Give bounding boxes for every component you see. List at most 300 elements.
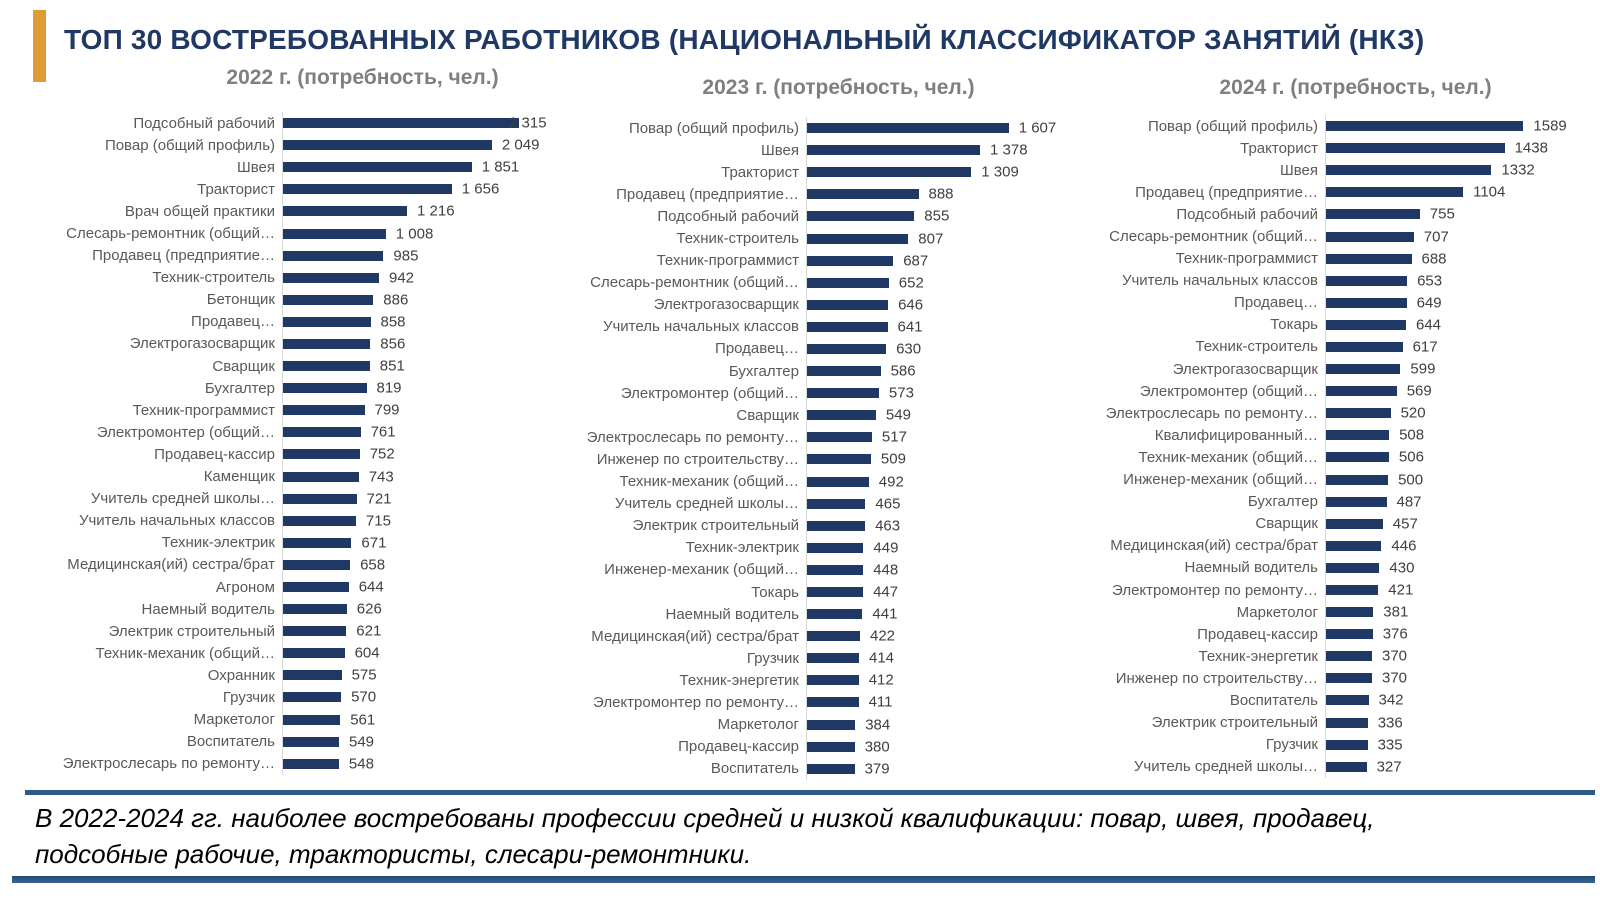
bar (283, 692, 341, 702)
bar-row (1078, 535, 1595, 557)
category-label: Электромонтер по ремонту… (593, 693, 799, 711)
bar-track (1325, 203, 1595, 225)
value-label: 1 309 (981, 163, 1019, 181)
bar-track (282, 709, 545, 731)
category-label: Техник-механик (общий… (95, 644, 275, 662)
value-label: 755 (1429, 205, 1455, 223)
bar (1326, 452, 1389, 462)
value-label: 1 656 (461, 180, 500, 198)
bar (283, 737, 339, 747)
category-label: Наемный водитель (141, 600, 275, 618)
category-label: Продавец (предприятие… (92, 247, 275, 265)
chart-2023 (548, 60, 1065, 790)
bar-row (548, 294, 1065, 316)
value-label: 549 (349, 733, 375, 751)
bar-row (30, 200, 545, 222)
bar-row (1078, 225, 1595, 247)
category-label: Продавец… (715, 340, 799, 358)
category-label: Продавец-кассир (678, 738, 799, 756)
bar-track (1325, 115, 1595, 137)
category-label: Воспитатель (710, 760, 799, 778)
bar-row (30, 598, 545, 620)
bar (1326, 740, 1368, 750)
category-label: Тракторист (1240, 139, 1318, 157)
bar-track (282, 554, 545, 576)
bar-row (1078, 623, 1595, 645)
bar-row (30, 267, 545, 289)
bar (283, 715, 340, 725)
value-label: 761 (370, 423, 396, 441)
category-label: Сварщик (1255, 515, 1318, 533)
footnote-text (35, 800, 1555, 873)
bar (1326, 563, 1379, 573)
category-label: Бухгалтер (1247, 493, 1318, 511)
bar-row (1078, 115, 1595, 137)
bar (1326, 187, 1463, 197)
category-label: Техник-программист (1175, 250, 1318, 268)
bar (807, 543, 863, 553)
category-label: Токарь (751, 583, 799, 601)
value-label: 617 (1412, 338, 1438, 356)
bar (1326, 607, 1373, 617)
bar (807, 211, 914, 221)
bar-track (806, 183, 1065, 205)
bar (1326, 408, 1391, 418)
bar (807, 344, 886, 354)
bar-track (806, 669, 1065, 691)
value-label: 586 (890, 362, 916, 380)
value-label: 520 (1400, 404, 1426, 422)
value-label: 985 (393, 247, 419, 265)
category-label: Охранник (207, 666, 275, 684)
bar (1326, 165, 1491, 175)
bar (807, 388, 879, 398)
bar-track (282, 311, 545, 333)
category-label: Наемный водитель (665, 605, 799, 623)
value-label: 652 (898, 274, 924, 292)
bar-row (1078, 314, 1595, 336)
bar-track (1325, 645, 1595, 667)
chart-2022-rows (30, 112, 545, 775)
category-label: Инженер-механик (общий… (604, 561, 799, 579)
value-label: 715 (365, 512, 391, 530)
value-label: 342 (1378, 691, 1404, 709)
bar-track (806, 581, 1065, 603)
category-label: Повар (общий профиль) (628, 119, 799, 137)
category-label: Подсобный рабочий (657, 207, 799, 225)
bar (1326, 143, 1505, 153)
bar-row (548, 669, 1065, 691)
value-label: 421 (1388, 581, 1414, 599)
category-label: Техник-строитель (676, 230, 799, 248)
bar-row (548, 404, 1065, 426)
value-label: 1589 (1533, 117, 1567, 135)
value-label: 335 (1377, 736, 1403, 754)
bar-track (1325, 535, 1595, 557)
category-label: Техник-строитель (152, 269, 275, 287)
bar (283, 251, 383, 261)
bar-row (1078, 292, 1595, 314)
bar-row (30, 443, 545, 465)
category-label: Учитель начальных классов (1121, 272, 1318, 290)
category-label: Врач общей практики (124, 202, 275, 220)
category-label: Повар (общий профиль) (104, 136, 275, 154)
value-label: 446 (1391, 537, 1417, 555)
bar (807, 587, 863, 597)
value-label: 573 (888, 384, 914, 402)
category-label: Повар (общий профиль) (1147, 117, 1318, 135)
bar (807, 300, 888, 310)
bar-row (30, 377, 545, 399)
bar-track (1325, 734, 1595, 756)
value-label: 2 315 (509, 114, 547, 132)
category-label: Учитель начальных классов (78, 512, 275, 530)
category-label: Воспитатель (1229, 691, 1318, 709)
category-label: Техник-электрик (685, 539, 799, 557)
bar-row (548, 161, 1065, 183)
bar-track (282, 620, 545, 642)
bar-row (1078, 513, 1595, 535)
value-label: 653 (1417, 272, 1443, 290)
bar-row (30, 466, 545, 488)
bar-row (30, 576, 545, 598)
bar-row (1078, 469, 1595, 491)
bar-row (1078, 358, 1595, 380)
value-label: 1 607 (1018, 119, 1057, 137)
chart-2024 (1078, 60, 1595, 790)
category-label: Каменщик (203, 468, 275, 486)
value-label: 441 (872, 605, 898, 623)
bar-row (548, 139, 1065, 161)
bar-track (1325, 270, 1595, 292)
bar-row (30, 355, 545, 377)
bar-row (1078, 601, 1595, 623)
bar-row (1078, 645, 1595, 667)
bar-row (548, 493, 1065, 515)
category-label: Швея (236, 158, 275, 176)
category-label: Учитель средней школы… (614, 495, 799, 513)
bar-track (1325, 248, 1595, 270)
value-label: 517 (881, 428, 907, 446)
category-label: Подсобный рабочий (133, 114, 275, 132)
bar-track (282, 642, 545, 664)
bar (283, 162, 472, 172)
bar-row (1078, 380, 1595, 402)
category-label: Техник-энергетик (1198, 647, 1318, 665)
bar-track (806, 360, 1065, 382)
bar-track (1325, 314, 1595, 336)
value-label: 621 (356, 622, 382, 640)
value-label: 641 (897, 318, 923, 336)
bar (283, 206, 407, 216)
value-label: 548 (348, 755, 374, 773)
bar-track (1325, 402, 1595, 424)
value-label: 509 (880, 450, 906, 468)
bar (807, 322, 888, 332)
bar-row (548, 758, 1065, 780)
bar (807, 234, 908, 244)
bar (1326, 298, 1407, 308)
category-label: Электрогазосварщик (1172, 360, 1318, 378)
bar-row (30, 488, 545, 510)
category-label: Электрик строительный (632, 517, 799, 535)
bar-track (806, 205, 1065, 227)
bar-track (282, 178, 545, 200)
value-label: 888 (928, 185, 954, 203)
value-label: 858 (380, 313, 406, 331)
bar (283, 604, 347, 614)
value-label: 430 (1389, 559, 1415, 577)
bar (283, 759, 339, 769)
category-label: Швея (760, 141, 799, 159)
bar-track (806, 426, 1065, 448)
value-label: 604 (354, 644, 380, 662)
bar (283, 273, 379, 283)
value-label: 644 (358, 578, 384, 596)
value-label: 721 (366, 490, 392, 508)
category-label: Техник-строитель (1195, 338, 1318, 356)
bar (1326, 254, 1412, 264)
chart-2022-header: 2022 г. (потребность, чел.) (226, 66, 499, 89)
bar-track (806, 625, 1065, 647)
bar-row (30, 222, 545, 244)
value-label: 457 (1392, 515, 1418, 533)
bar-row (1078, 248, 1595, 270)
bar (1326, 430, 1389, 440)
chart-2023-rows (548, 117, 1065, 780)
category-label: Маркетолог (1236, 603, 1318, 621)
bar-row (1078, 491, 1595, 513)
category-label: Электрогазосварщик (653, 296, 799, 314)
value-label: 626 (356, 600, 382, 618)
bar (807, 631, 860, 641)
bar (283, 140, 492, 150)
value-label: 549 (885, 406, 911, 424)
bar (807, 410, 876, 420)
bar (807, 366, 881, 376)
bar (1326, 276, 1407, 286)
bar-track (1325, 358, 1595, 380)
category-label: Грузчик (746, 649, 799, 667)
category-label: Электрослесарь по ремонту… (1105, 404, 1318, 422)
category-label: Маркетолог (193, 711, 275, 729)
bar-track (282, 222, 545, 244)
category-label: Техник-энергетик (679, 671, 799, 689)
bar (807, 565, 863, 575)
value-label: 327 (1376, 758, 1402, 776)
category-label: Электрик строительный (108, 622, 275, 640)
bar-track (1325, 579, 1595, 601)
bar (283, 184, 452, 194)
bar (807, 432, 872, 442)
value-label: 570 (351, 688, 377, 706)
bar-track (806, 272, 1065, 294)
bar (807, 742, 855, 752)
bar-row (1078, 336, 1595, 358)
value-label: 799 (374, 401, 400, 419)
bar-row (1078, 689, 1595, 711)
value-label: 942 (389, 269, 415, 287)
value-label: 370 (1382, 669, 1408, 687)
value-label: 448 (873, 561, 899, 579)
bar (807, 697, 859, 707)
category-label: Продавец-кассир (154, 445, 275, 463)
bar (283, 516, 356, 526)
bar (807, 477, 869, 487)
bar (283, 427, 361, 437)
value-label: 2 049 (501, 136, 540, 154)
bar-track (282, 333, 545, 355)
value-label: 1 216 (417, 202, 455, 220)
value-label: 412 (868, 671, 894, 689)
category-label: Грузчик (1265, 736, 1318, 754)
footnote-line-1: В 2022-2024 гг. наиболее востребованы профессии средней и низкой квалификации: повар, швея, продавец, (35, 803, 1375, 833)
bar-track (806, 117, 1065, 139)
bar-row (1078, 181, 1595, 203)
value-label: 492 (878, 473, 904, 491)
bar-row (548, 691, 1065, 713)
bar-track (282, 156, 545, 178)
bar-track (1325, 623, 1595, 645)
bar-track (1325, 292, 1595, 314)
value-label: 886 (383, 291, 409, 309)
bar-row (30, 664, 545, 686)
value-label: 743 (368, 468, 394, 486)
bar (807, 521, 865, 531)
value-label: 1332 (1501, 161, 1535, 179)
bar-row (548, 625, 1065, 647)
value-label: 1 008 (395, 225, 434, 243)
bar-row (548, 647, 1065, 669)
bar (283, 582, 349, 592)
value-label: 384 (865, 716, 891, 734)
category-label: Маркетолог (717, 716, 799, 734)
bar-track (282, 134, 545, 156)
bar-track (1325, 469, 1595, 491)
category-label: Медицинская(ий) сестра/брат (591, 627, 799, 645)
value-label: 370 (1382, 647, 1408, 665)
bar-row (1078, 402, 1595, 424)
bar-track (282, 466, 545, 488)
bar-row (30, 289, 545, 311)
category-label: Медицинская(ий) сестра/брат (1110, 537, 1318, 555)
bar-row (548, 338, 1065, 360)
bar-track (806, 559, 1065, 581)
value-label: 1 378 (990, 141, 1028, 159)
category-label: Электромонтер по ремонту… (1112, 581, 1318, 599)
bar-track (806, 493, 1065, 515)
bar-track (282, 112, 545, 134)
value-label: 1438 (1514, 139, 1548, 157)
bar-row (548, 537, 1065, 559)
bar-track (806, 647, 1065, 669)
category-label: Электрик строительный (1151, 714, 1318, 732)
category-label: Техник-программист (132, 401, 275, 419)
value-label: 644 (1416, 316, 1442, 334)
value-label: 411 (868, 693, 893, 711)
bar-row (548, 227, 1065, 249)
bar-track (806, 161, 1065, 183)
bar-row (1078, 203, 1595, 225)
category-label: Инженер-механик (общий… (1123, 471, 1318, 489)
bar-row (548, 603, 1065, 625)
category-label: Учитель средней школы… (90, 490, 275, 508)
category-label: Агроном (215, 578, 275, 596)
bar-track (282, 686, 545, 708)
value-label: 380 (864, 738, 890, 756)
category-label: Воспитатель (186, 733, 275, 751)
category-label: Сварщик (212, 357, 275, 375)
value-label: 855 (924, 207, 950, 225)
category-label: Техник-механик (общий… (619, 473, 799, 491)
value-label: 687 (903, 252, 929, 270)
bar-row (30, 731, 545, 753)
bar (807, 256, 893, 266)
bar (283, 670, 342, 680)
bar-track (1325, 424, 1595, 446)
value-label: 851 (379, 357, 405, 375)
bar-track (282, 664, 545, 686)
bar-row (548, 382, 1065, 404)
bar-row (30, 311, 545, 333)
bar-track (1325, 225, 1595, 247)
bar (1326, 762, 1367, 772)
bar-row (548, 471, 1065, 493)
bar (1326, 695, 1369, 705)
value-label: 688 (1421, 250, 1447, 268)
bar-row (548, 714, 1065, 736)
value-label: 422 (870, 627, 896, 645)
bar-track (282, 421, 545, 443)
value-label: 1 851 (481, 158, 520, 176)
bar-track (1325, 159, 1595, 181)
value-label: 569 (1406, 382, 1432, 400)
bar-row (30, 112, 545, 134)
bar (283, 118, 519, 128)
category-label: Инженер по строительству… (1115, 669, 1318, 687)
category-label: Тракторист (721, 163, 799, 181)
bar (1326, 673, 1372, 683)
bar-track (806, 448, 1065, 470)
bar (283, 295, 373, 305)
category-label: Электромонтер (общий… (1139, 382, 1318, 400)
bar-track (282, 267, 545, 289)
bar (283, 405, 365, 415)
category-label: Подсобный рабочий (1176, 205, 1318, 223)
value-label: 449 (873, 539, 899, 557)
bar-row (1078, 756, 1595, 778)
category-label: Продавец… (1234, 294, 1318, 312)
value-label: 658 (360, 556, 386, 574)
bar (1326, 629, 1373, 639)
bar-track (806, 714, 1065, 736)
bar-row (30, 709, 545, 731)
bar-row (1078, 159, 1595, 181)
bar-track (806, 758, 1065, 780)
bar-row (30, 134, 545, 156)
value-label: 630 (896, 340, 922, 358)
category-label: Учитель начальных классов (602, 318, 799, 336)
category-label: Учитель средней школы… (1133, 758, 1318, 776)
value-label: 646 (898, 296, 924, 314)
bar-track (1325, 712, 1595, 734)
value-label: 465 (875, 495, 901, 513)
category-label: Техник-программист (656, 252, 799, 270)
value-label: 500 (1398, 471, 1424, 489)
bar (1326, 121, 1523, 131)
bar-track (806, 736, 1065, 758)
bar (807, 145, 980, 155)
